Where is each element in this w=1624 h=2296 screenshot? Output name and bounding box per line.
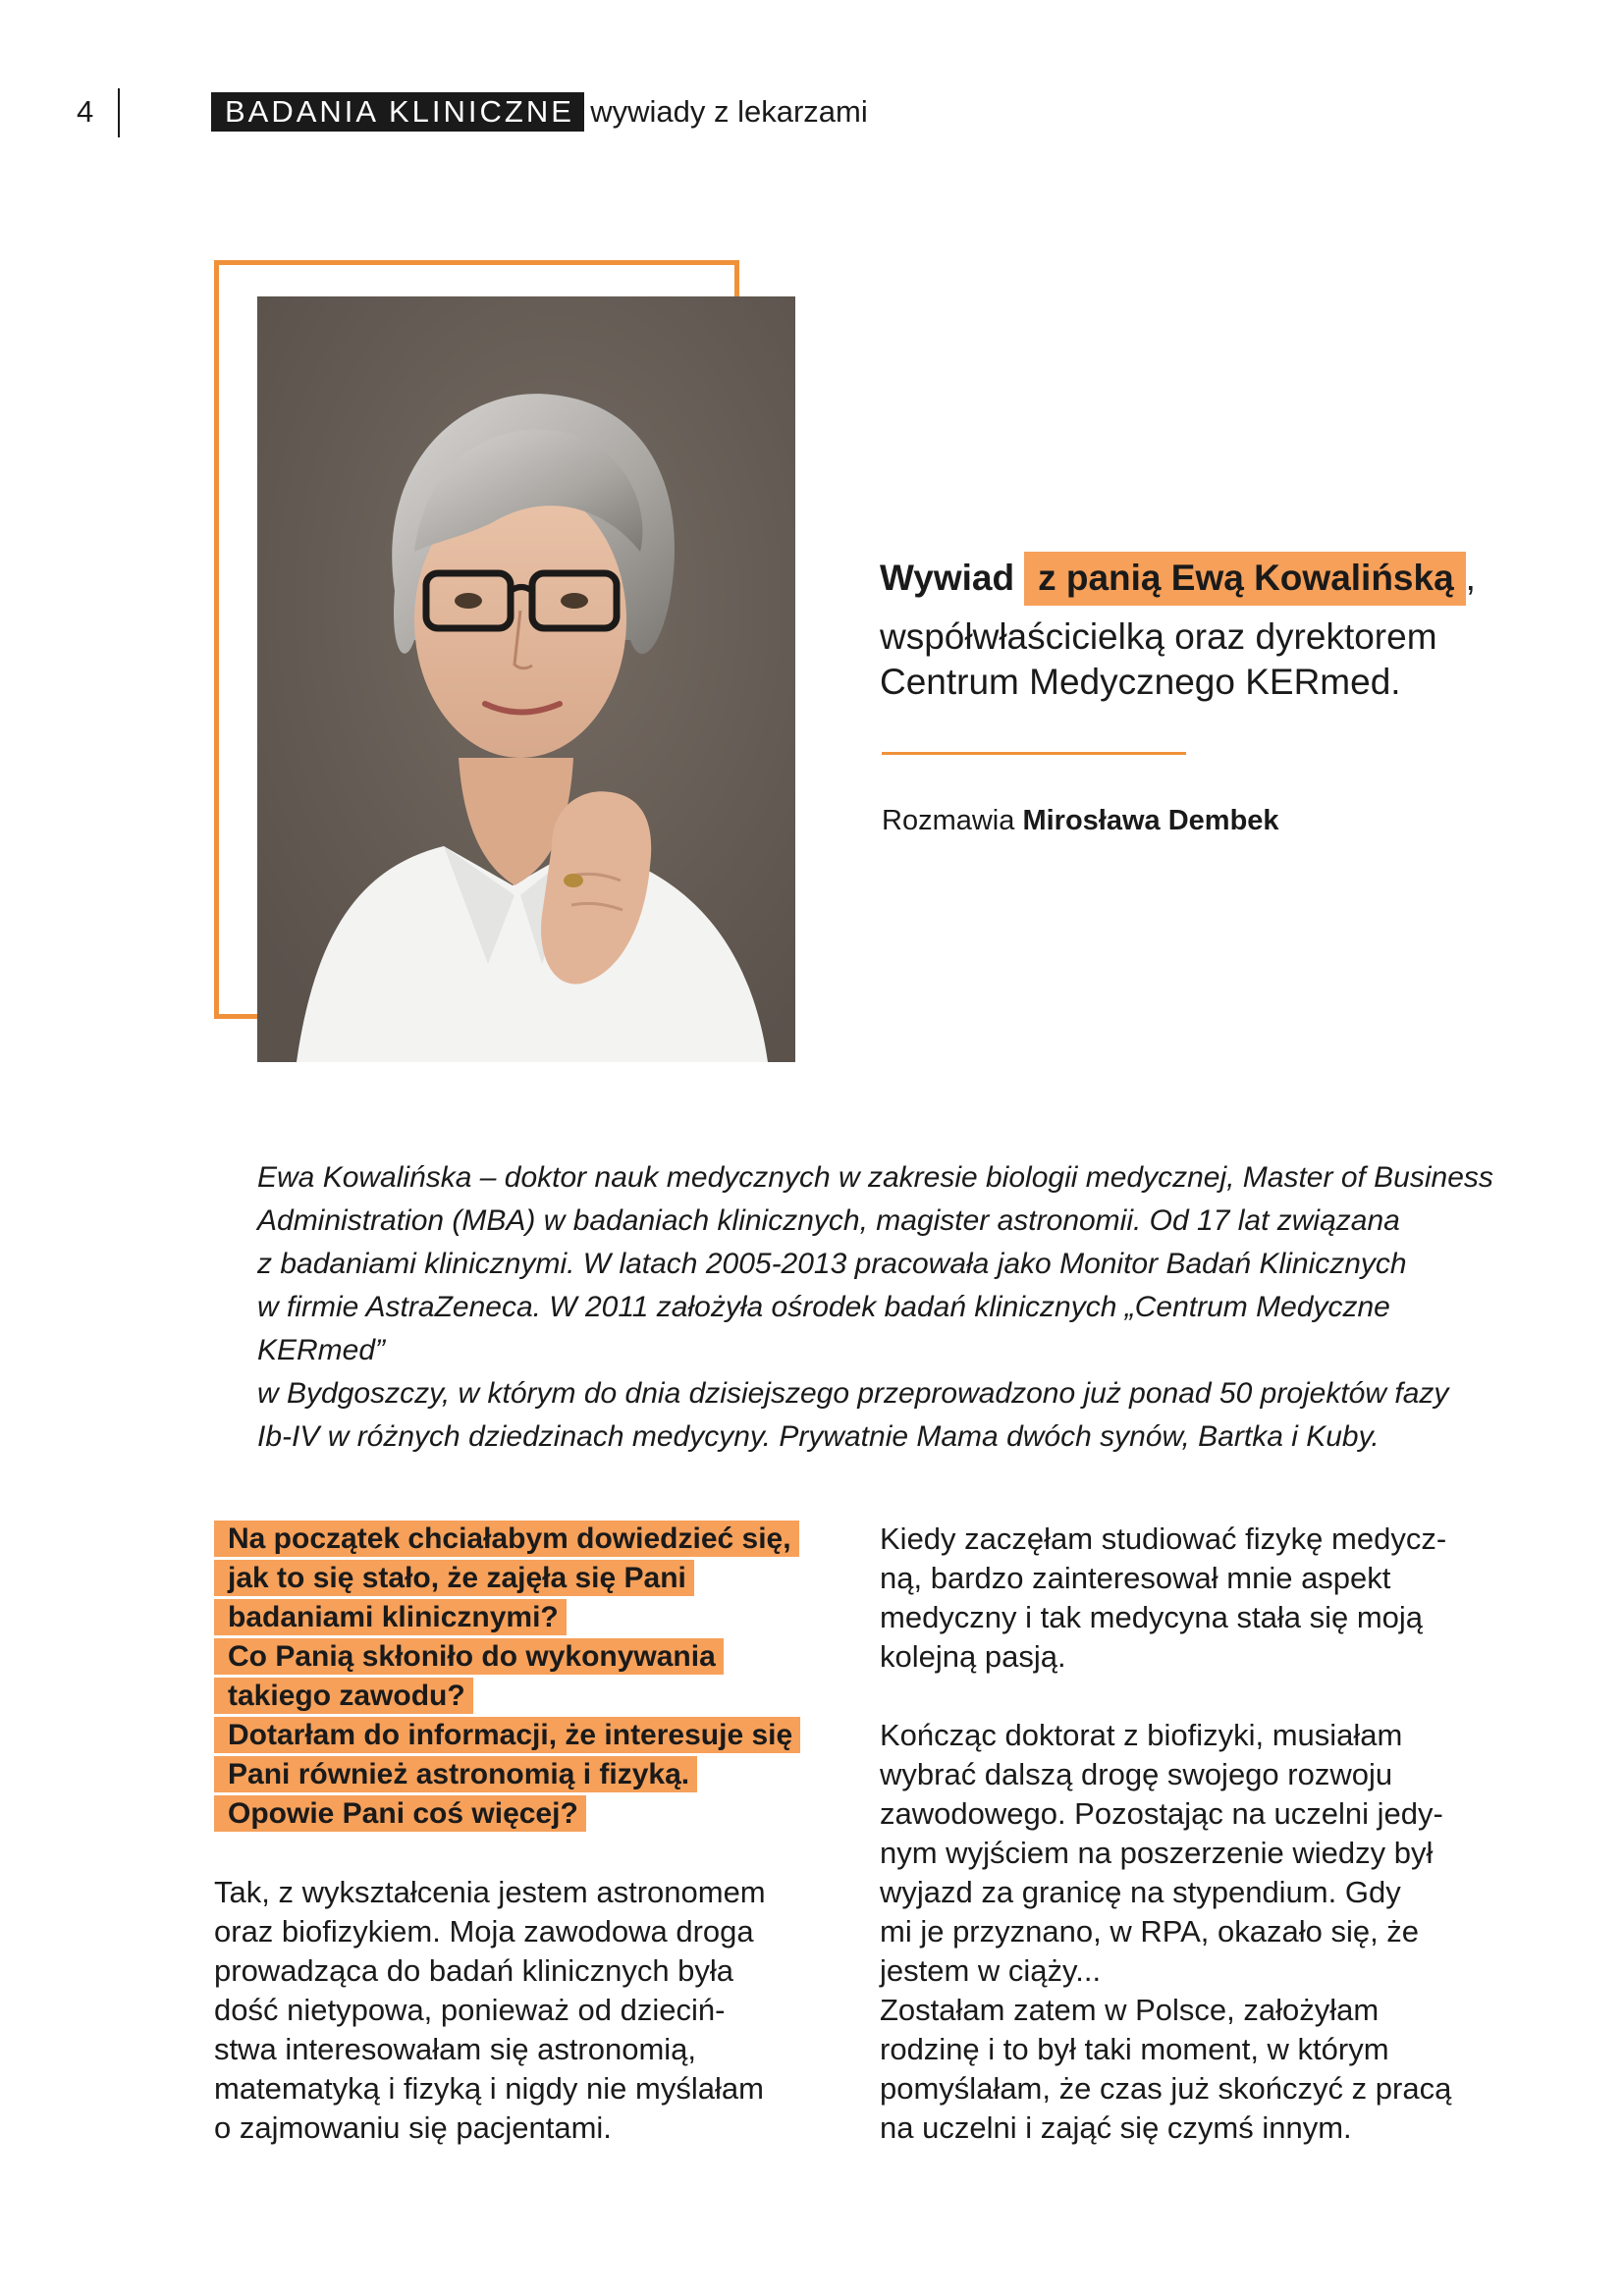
question-line: Co Panią skłoniło do wykonywania: [214, 1637, 803, 1677]
paragraph-gap: [880, 1677, 1489, 1716]
question-line: Na początek chciałabym dowiedzieć się,: [214, 1520, 803, 1559]
answer-line: na uczelni i zająć się czymś innym.: [880, 2110, 1352, 2145]
answer-line: medyczny i tak medycyna stała się moją: [880, 1600, 1424, 1634]
interview-question: [214, 1520, 803, 1834]
answer-line: Tak, z wykształcenia jestem astronomem: [214, 1875, 766, 1909]
answer-right-column: [880, 1520, 1489, 2148]
answer-line: Kiedy zaczęłam studiować fizykę medycz-: [880, 1522, 1447, 1556]
answer-line: pomyślałam, że czas już skończyć z pracą: [880, 2071, 1452, 2106]
title-highlight: z panią Ewą Kowalińską: [1024, 552, 1466, 606]
title-comma: ,: [1465, 558, 1476, 598]
answer-line: mi je przyznano, w RPA, okazało się, że: [880, 1914, 1420, 1949]
answer-line: prowadząca do badań klinicznych była: [214, 1953, 734, 1988]
answer-line: Kończąc doktorat z biofizyki, musiałam: [880, 1718, 1403, 1752]
answer-line: wyjazd za granicę na stypendium. Gdy: [880, 1875, 1401, 1909]
title-divider: [882, 752, 1186, 755]
bio-line: Ewa Kowalińska – doktor nauk medycznych w zakresie biologii medycznej, Master of Business: [257, 1161, 1493, 1194]
bio-paragraph: [257, 1156, 1524, 1459]
question-line: Pani również astronomią i fizyką.: [214, 1755, 803, 1794]
answer-line: zawodowego. Pozostając na uczelni jedy-: [880, 1796, 1443, 1831]
title-line-3: Centrum Medycznego KERmed.: [880, 662, 1401, 702]
answer-line: rodzinę i to był taki moment, w którym: [880, 2032, 1389, 2066]
bio-line: w firmie AstraZeneca. W 2011 założyła ośrodek badań klinicznych „Centrum Medyczne KERmed”: [257, 1291, 1390, 1366]
answer-line: Zostałam zatem w Polsce, założyłam: [880, 1993, 1380, 2027]
portrait-photo: [257, 296, 795, 1062]
answer-left-column: [214, 1873, 813, 2148]
bio-line: Ib-IV w różnych dziedzinach medycyny. Prywatnie Mama dwóch synów, Bartka i Kuby.: [257, 1420, 1380, 1453]
question-line: badaniami klinicznymi?: [214, 1598, 803, 1637]
answer-line: kolejną pasją.: [880, 1639, 1066, 1674]
bio-line: Administration (MBA) w badaniach klinicznych, magister astronomii. Od 17 lat związana: [257, 1204, 1400, 1237]
section-tag: BADANIA KLINICZNE: [211, 92, 584, 132]
question-line: jak to się stało, że zajęła się Pani: [214, 1559, 803, 1598]
answer-line: jestem w ciąży...: [880, 1953, 1102, 1988]
answer-line: oraz biofizykiem. Moja zawodowa droga: [214, 1914, 754, 1949]
section-subtitle: / wywiady z lekarzami: [573, 94, 868, 129]
bio-line: w Bydgoszczy, w którym do dnia dzisiejszego przeprowadzono już ponad 50 projektów fazy: [257, 1377, 1449, 1410]
question-line: Opowie Pani coś więcej?: [214, 1794, 803, 1834]
answer-line: ną, bardzo zainteresował mnie aspekt: [880, 1561, 1391, 1595]
answer-line: matematyką i fizyką i nigdy nie myślałam: [214, 2071, 764, 2106]
answer-line: wybrać dalszą drogę swojego rozwoju: [880, 1757, 1393, 1791]
question-line: Dotarłam do informacji, że interesuje się: [214, 1716, 803, 1755]
interviewer-label: Rozmawia: [882, 805, 1015, 836]
title-line-2: współwłaścicielką oraz dyrektorem: [880, 616, 1437, 657]
interviewer-name: Mirosława Dembek: [1022, 805, 1279, 836]
answer-line: dość nietypowa, ponieważ od dzieciń-: [214, 1993, 726, 2027]
question-line: takiego zawodu?: [214, 1677, 803, 1716]
bio-line: z badaniami klinicznymi. W latach 2005-2013 pracowała jako Monitor Badań Klinicznych: [257, 1248, 1407, 1280]
page-number: 4: [77, 94, 94, 129]
title-lead: Wywiad: [880, 558, 1015, 598]
interviewer-credit: [882, 803, 1279, 838]
answer-line: stwa interesowałam się astronomią,: [214, 2032, 697, 2066]
answer-line: nym wyjściem na poszerzenie wiedzy był: [880, 1836, 1434, 1870]
header-divider: [118, 88, 120, 137]
title-subtitle: [880, 614, 1437, 705]
interview-title: [880, 548, 1476, 609]
answer-line: o zajmowaniu się pacjentami.: [214, 2110, 612, 2145]
